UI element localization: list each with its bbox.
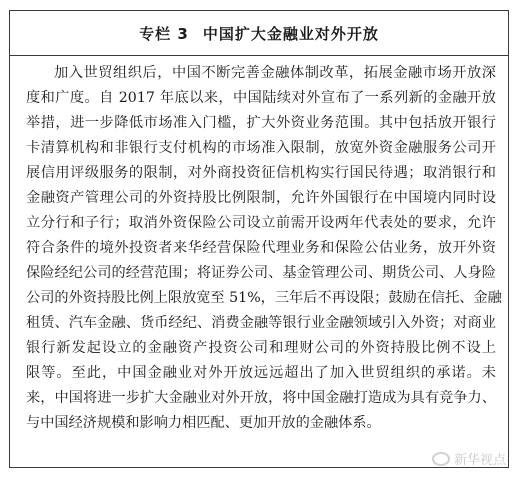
text-line: 符合条件的境外投资者来华经营保险代理业务和保险公估业务，放开外资 xyxy=(26,240,496,256)
box-body-text xyxy=(26,61,502,436)
text-line: 卡清算机构和非银行支付机构的市场准入限制，放宽外资金融服务公司开 xyxy=(26,140,496,156)
text-line: 度和广度。自 2017 年底以来，中国陆续对外宣布了一系列新的金融开放 xyxy=(26,90,496,106)
text-line: 金融资产管理公司的外资持股比例限制，允许外国银行在中国境内同时设 xyxy=(26,190,496,206)
text-line: 立分行和子行；取消外资保险公司设立前需开设两年代表处的要求，允许 xyxy=(26,215,496,231)
weibo-logo-icon xyxy=(432,452,450,466)
watermark-text: 新华视点 xyxy=(453,453,506,468)
text-line: 展信用评级服务的限制，对外商投资征信机构实行国民待遇；取消银行和 xyxy=(26,165,496,181)
watermark xyxy=(432,449,506,468)
box-title-prefix: 专栏 3 xyxy=(139,25,189,43)
text-line: 保险经纪公司的经营范围；将证券公司、基金管理公司、期货公司、人身险 xyxy=(26,265,496,281)
text-line: 与中国经济规模和影响力相匹配、更加开放的金融体系。 xyxy=(26,415,381,431)
text-line: 公司的外资持股比例上限放宽至 51%，三年后不再设限；鼓励在信托、金融 xyxy=(26,290,502,306)
box-title-text: 中国扩大金融业对外开放 xyxy=(202,25,379,43)
text-line: 来，中国将进一步扩大金融业对外开放，将中国金融打造成为具有竞争力、 xyxy=(26,390,496,406)
text-line: 租赁、汽车金融、货币经纪、消费金融等银行业金融领域引入外资；对商业 xyxy=(26,315,496,331)
title-divider xyxy=(10,55,508,56)
text-line: 举措，进一步降低市场准入门槛，扩大外资业务范围。其中包括放开银行 xyxy=(26,115,496,131)
text-line: 限等。至此，中国金融业对外开放远远超出了加入世贸组织的承诺。未 xyxy=(26,365,496,381)
feature-box xyxy=(9,10,509,468)
text-line: 银行新发起设立的金融资产投资公司和理财公司的外资持股比例不设上 xyxy=(26,340,496,356)
text-line: 加入世贸组织后，中国不断完善金融体制改革，拓展金融市场开放深 xyxy=(54,65,496,81)
box-title xyxy=(10,23,508,44)
